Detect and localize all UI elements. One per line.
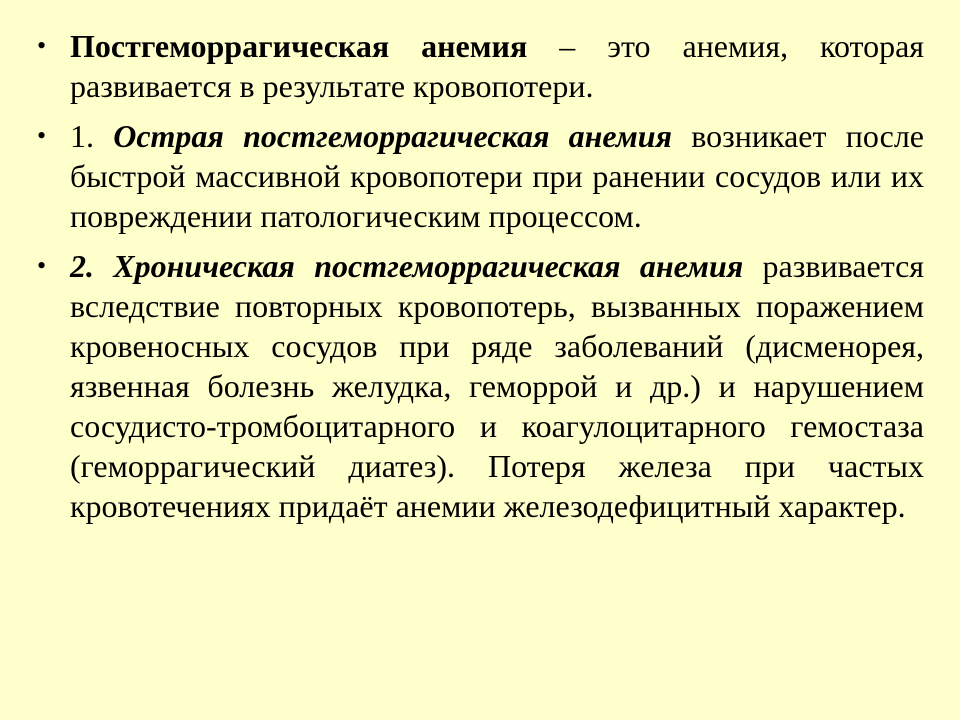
item-number: 1. — [70, 118, 114, 154]
bullet-item-acute — [0, 116, 960, 236]
chronic-description: развивается вследствие повторных кровопотерь, вызванных поражением кровеносных сосудов при ряде заболеваний (дисменорея, язвенная болезнь желудка, геморрой и др.) и нарушением сосудисто-тромбоцитарного и коагулоцитарного гемостаза (геморрагический диатез). Потеря железа при частых кровотечениях придаёт анемии железодефицитный характер. — [70, 248, 925, 524]
bullet-list — [0, 26, 960, 536]
bullet-item-definition — [0, 26, 960, 106]
definition-text: – это анемия, которая развивается в результате кровопотери. — [70, 28, 925, 104]
term-acute-anemia: Острая постгеморрагическая анемия — [113, 118, 673, 154]
bullet-icon: • — [37, 121, 47, 150]
bullet-icon: • — [37, 251, 47, 280]
term-posthemorrhagic-anemia: Постгеморрагическая анемия — [70, 28, 528, 64]
acute-description: возникает после быстрой массивной кровопотери при ранении сосудов или их повреждении патологическим процессом. — [70, 118, 925, 234]
bullet-icon: • — [37, 31, 47, 60]
term-chronic-anemia: 2. Хроническая постгеморрагическая анемия — [70, 248, 744, 284]
bullet-item-chronic — [0, 246, 960, 526]
